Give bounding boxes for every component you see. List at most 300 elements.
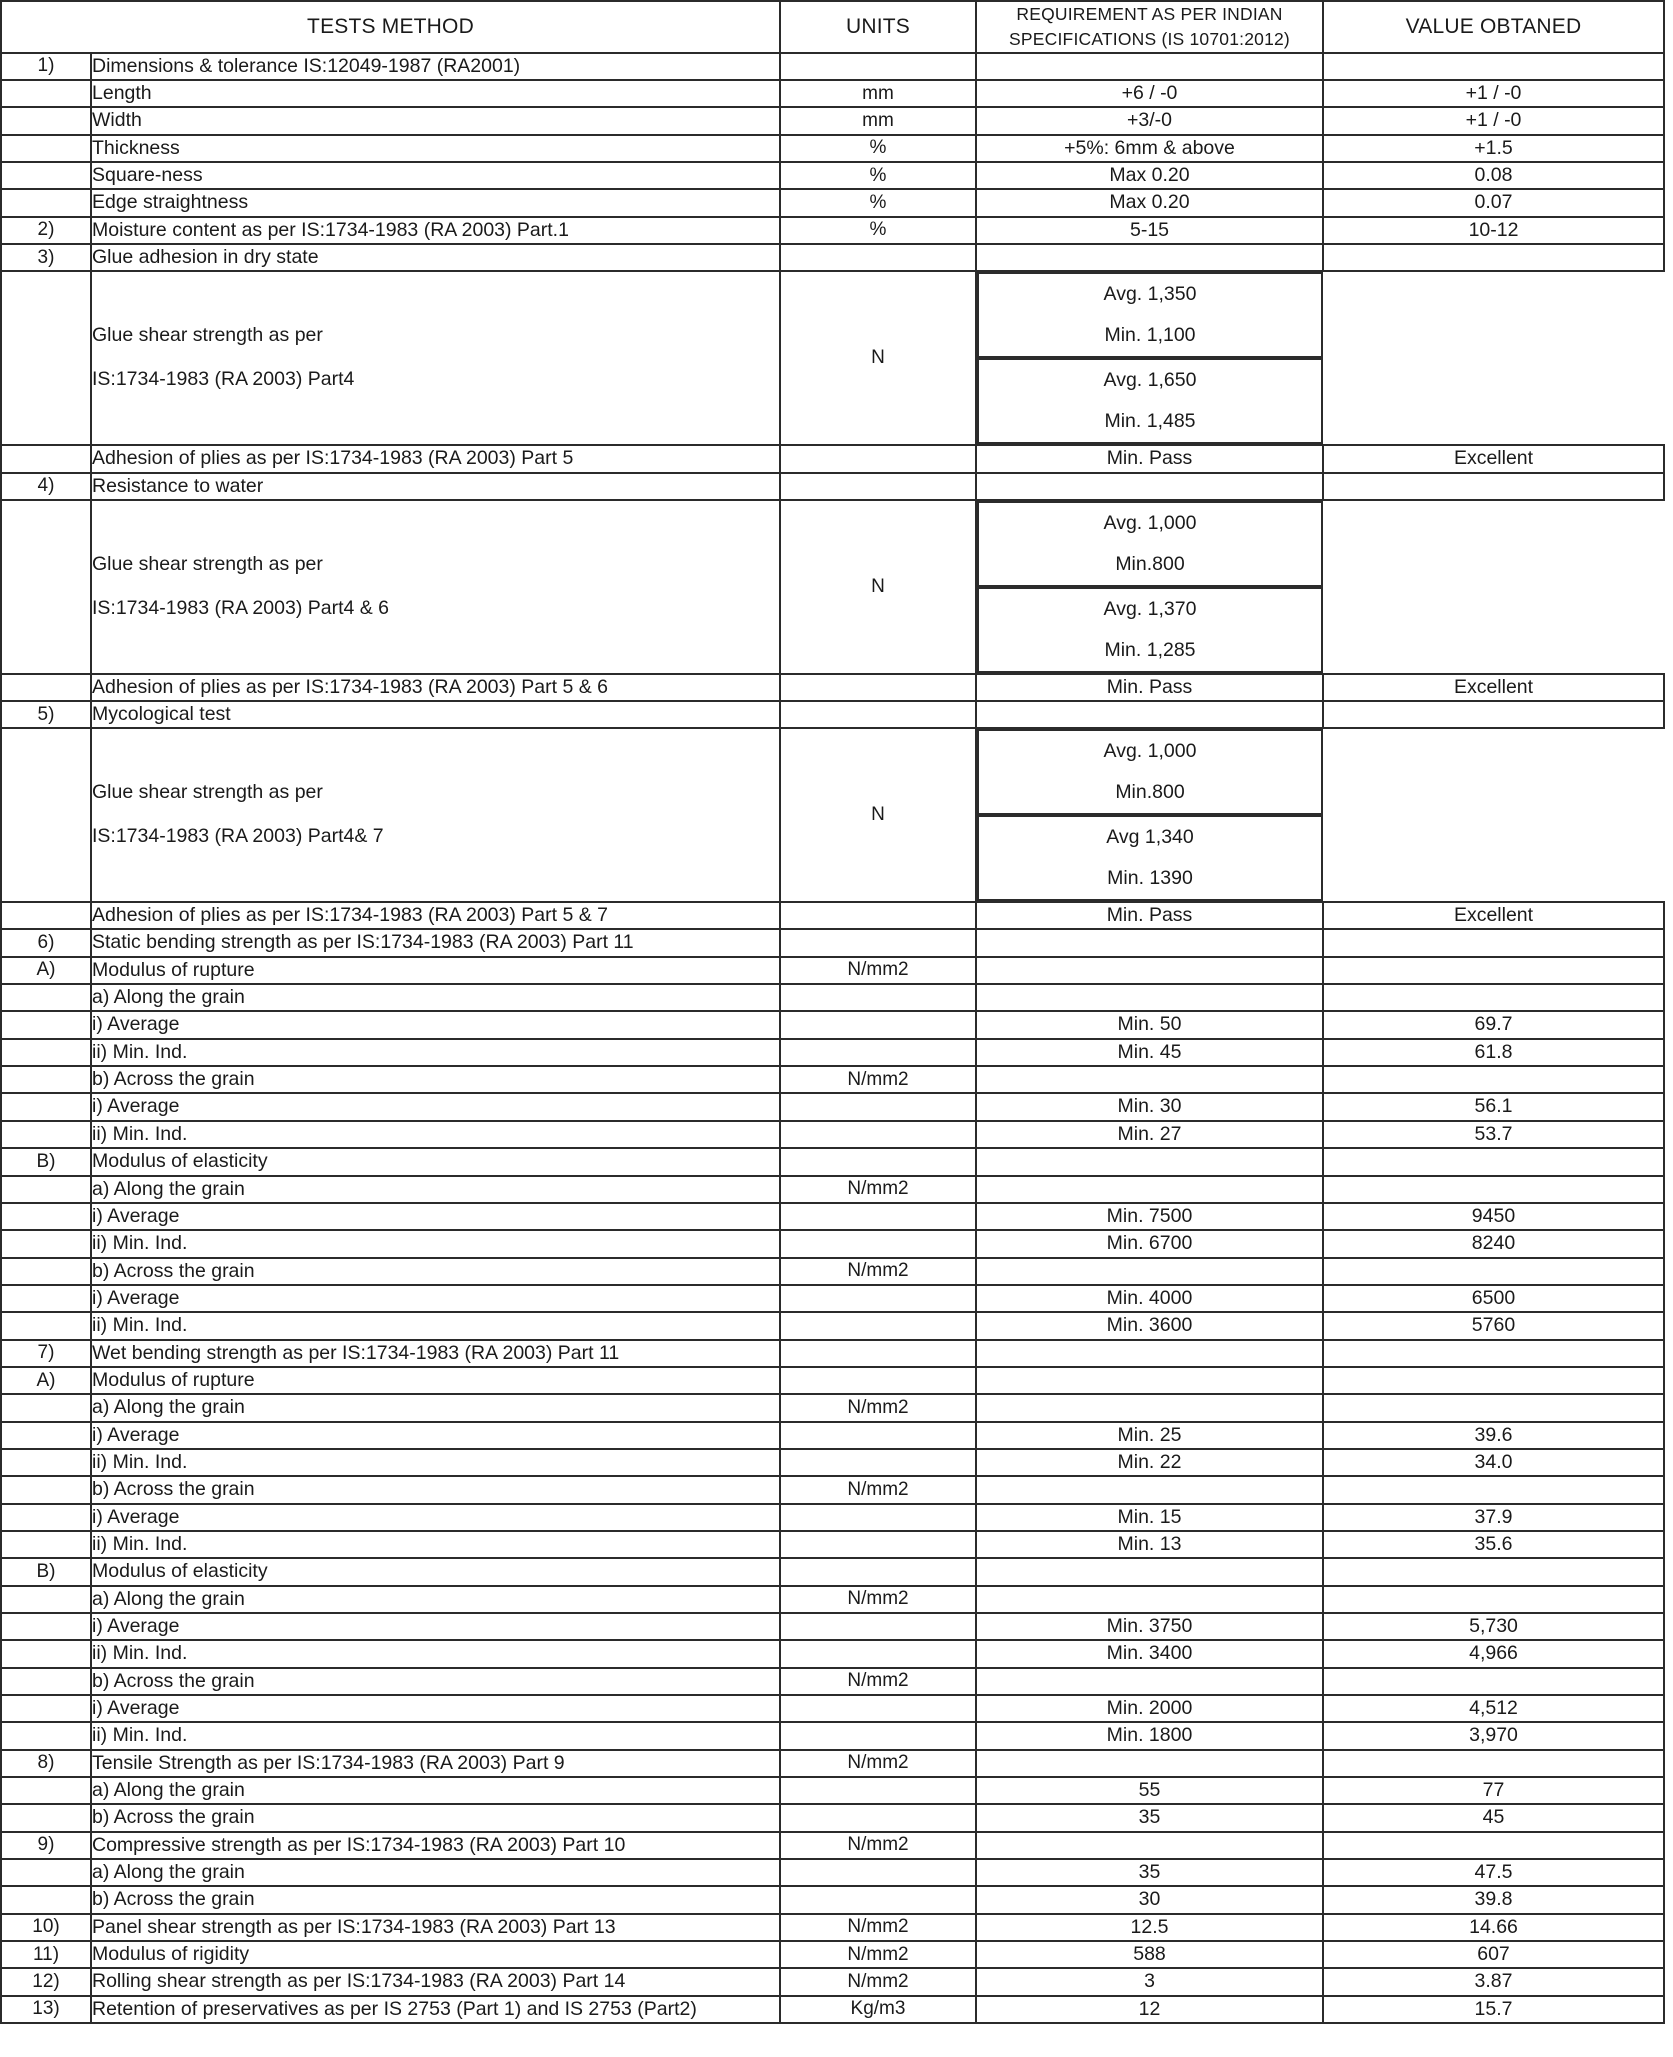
row-test-method-line2: IS:1734-1983 (RA 2003) Part4 & 6 (92, 596, 390, 619)
row-units (780, 1640, 976, 1667)
row-value-obtained (1323, 1066, 1664, 1093)
row-value-obtained (1323, 1586, 1664, 1613)
row-test-method: Retention of preservatives as per IS 2753 (Part 1) and IS 2753 (Part2) (91, 1996, 780, 2023)
row-test-method: Width (91, 107, 780, 134)
row-units (780, 1121, 976, 1148)
row-requirement (977, 272, 1323, 358)
row-test-method: Panel shear strength as per IS:1734-1983 (RA 2003) Part 13 (91, 1914, 780, 1941)
row-test-method: b) Across the grain (91, 1804, 780, 1831)
table-row (1, 445, 1664, 472)
row-value-line2: Min. 1,285 (1104, 638, 1196, 661)
table-row (1, 1476, 1664, 1503)
row-units (780, 1093, 976, 1120)
row-test-method-line2: IS:1734-1983 (RA 2003) Part4& 7 (92, 825, 384, 848)
row-units: N/mm2 (780, 1476, 976, 1503)
row-requirement: Min. 4000 (976, 1285, 1323, 1312)
row-requirement: 12.5 (976, 1914, 1323, 1941)
row-value-obtained (1323, 701, 1664, 728)
row-value-obtained (977, 587, 1323, 673)
row-index (1, 1613, 91, 1640)
row-units (780, 1695, 976, 1722)
row-requirement (976, 244, 1323, 271)
row-test-method-line2: IS:1734-1983 (RA 2003) Part4 (92, 368, 355, 391)
row-requirement (976, 1832, 1323, 1859)
row-test-method: ii) Min. Ind. (91, 1722, 780, 1749)
row-value-obtained: 4,966 (1323, 1640, 1664, 1667)
row-test-method: Compressive strength as per IS:1734-1983 (RA 2003) Part 10 (91, 1832, 780, 1859)
row-test-method: ii) Min. Ind. (91, 1230, 780, 1257)
row-index: 3) (1, 244, 91, 271)
row-units: N/mm2 (780, 957, 976, 984)
row-index (1, 1258, 91, 1285)
row-requirement: Min. Pass (976, 445, 1323, 472)
row-requirement-line2: Min.800 (1115, 552, 1185, 575)
row-index (1, 1230, 91, 1257)
row-test-method: i) Average (91, 1011, 780, 1038)
row-test-method: a) Along the grain (91, 1176, 780, 1203)
table-row (1, 189, 1664, 216)
row-requirement (976, 1340, 1323, 1367)
row-value-obtained: +1.5 (1323, 135, 1664, 162)
row-index: 13) (1, 1996, 91, 2023)
row-value-obtained (1323, 473, 1664, 500)
row-value-obtained: 607 (1323, 1941, 1664, 1968)
row-index (1, 1504, 91, 1531)
row-index (1, 162, 91, 189)
row-test-method-line1: Glue shear strength as per (92, 781, 323, 804)
row-units: N/mm2 (780, 1394, 976, 1421)
row-requirement: Min. 30 (976, 1093, 1323, 1120)
row-units (780, 1886, 976, 1913)
row-test-method: b) Across the grain (91, 1668, 780, 1695)
row-requirement (976, 1394, 1323, 1421)
row-requirement: 35 (976, 1804, 1323, 1831)
table-row (1, 1777, 1664, 1804)
row-test-method: Thickness (91, 135, 780, 162)
row-value-obtained: 0.08 (1323, 162, 1664, 189)
table-row (1, 1449, 1664, 1476)
row-index: 5) (1, 701, 91, 728)
row-index (1, 189, 91, 216)
row-units (780, 1230, 976, 1257)
row-index (1, 1777, 91, 1804)
table-row (1, 1039, 1664, 1066)
row-test-method: i) Average (91, 1203, 780, 1230)
row-index (1, 1640, 91, 1667)
row-units (780, 1504, 976, 1531)
table-row (1, 1230, 1664, 1257)
row-requirement-line2: Min. 1,100 (1104, 324, 1196, 347)
table-row (1, 1394, 1664, 1421)
row-value-obtained (1323, 1832, 1664, 1859)
table-row (1, 1367, 1664, 1394)
row-units: N (780, 728, 976, 902)
row-test-method-line1: Glue shear strength as per (92, 324, 323, 347)
row-index: 10) (1, 1914, 91, 1941)
row-test-method: Mycological test (91, 701, 780, 728)
row-test-method: ii) Min. Ind. (91, 1121, 780, 1148)
row-value-obtained: 9450 (1323, 1203, 1664, 1230)
row-index: 2) (1, 217, 91, 244)
row-requirement (977, 729, 1323, 815)
table-row (1, 1011, 1664, 1038)
table-row (1, 1996, 1664, 2023)
row-requirement (976, 1586, 1323, 1613)
row-units (780, 1531, 976, 1558)
row-index (1, 1312, 91, 1339)
row-value-obtained: 6500 (1323, 1285, 1664, 1312)
row-test-method: ii) Min. Ind. (91, 1039, 780, 1066)
row-test-method: Square-ness (91, 162, 780, 189)
row-requirement: +6 / -0 (976, 80, 1323, 107)
table-row (1, 1176, 1664, 1203)
row-test-method: b) Across the grain (91, 1258, 780, 1285)
row-value-obtained: 56.1 (1323, 1093, 1664, 1120)
row-units (780, 984, 976, 1011)
row-test-method: Modulus of rupture (91, 957, 780, 984)
table-row (1, 984, 1664, 1011)
row-requirement (976, 984, 1323, 1011)
row-test-method: a) Along the grain (91, 1394, 780, 1421)
row-units: N/mm2 (780, 1258, 976, 1285)
row-index (1, 1586, 91, 1613)
row-index (1, 135, 91, 162)
table-row (1, 701, 1664, 728)
table-row (1, 80, 1664, 107)
row-units (780, 1039, 976, 1066)
row-value-obtained (1323, 1258, 1664, 1285)
row-units: N/mm2 (780, 1176, 976, 1203)
row-requirement (976, 1148, 1323, 1175)
row-value-obtained (1323, 1367, 1664, 1394)
row-index (1, 984, 91, 1011)
row-test-method: Adhesion of plies as per IS:1734-1983 (RA 2003) Part 5 (91, 445, 780, 472)
row-test-method: Static bending strength as per IS:1734-1983 (RA 2003) Part 11 (91, 929, 780, 956)
row-test-method: Modulus of elasticity (91, 1148, 780, 1175)
row-test-method: ii) Min. Ind. (91, 1449, 780, 1476)
table-row (1, 107, 1664, 134)
row-index (1, 271, 91, 445)
table-row (1, 902, 1664, 929)
row-test-method (91, 728, 780, 902)
row-requirement (976, 1367, 1323, 1394)
row-requirement: 588 (976, 1941, 1323, 1968)
row-requirement: Min. 7500 (976, 1203, 1323, 1230)
row-requirement-line1: Avg. 1,000 (1103, 740, 1197, 763)
row-requirement: Max 0.20 (976, 162, 1323, 189)
row-units: N/mm2 (780, 1750, 976, 1777)
table-header (1, 1, 1664, 53)
row-index (1, 1531, 91, 1558)
row-value-obtained: 34.0 (1323, 1449, 1664, 1476)
table-row (1, 1203, 1664, 1230)
row-test-method: a) Along the grain (91, 1859, 780, 1886)
row-index (1, 445, 91, 472)
row-units: mm (780, 80, 976, 107)
row-requirement (976, 1176, 1323, 1203)
row-requirement: 35 (976, 1859, 1323, 1886)
row-requirement: Min. 13 (976, 1531, 1323, 1558)
row-test-method: Modulus of elasticity (91, 1558, 780, 1585)
row-requirement (976, 1558, 1323, 1585)
row-test-method: Adhesion of plies as per IS:1734-1983 (RA 2003) Part 5 & 6 (91, 674, 780, 701)
row-value-obtained: Excellent (1323, 674, 1664, 701)
row-test-method: ii) Min. Ind. (91, 1640, 780, 1667)
row-value-obtained (1323, 53, 1664, 80)
row-value-line1: Avg. 1,650 (1103, 369, 1197, 392)
row-requirement: Min. 22 (976, 1449, 1323, 1476)
row-units (780, 1148, 976, 1175)
table-row (1, 1285, 1664, 1312)
row-value-obtained: 3,970 (1323, 1722, 1664, 1749)
row-value-obtained: 14.66 (1323, 1914, 1664, 1941)
row-test-method: ii) Min. Ind. (91, 1531, 780, 1558)
row-units (780, 902, 976, 929)
row-requirement: Min. 1800 (976, 1722, 1323, 1749)
header-value-line1: VALUE (1405, 14, 1474, 38)
row-requirement: Min. 6700 (976, 1230, 1323, 1257)
row-index (1, 1394, 91, 1421)
row-index: 11) (1, 1941, 91, 1968)
row-test-method: a) Along the grain (91, 1586, 780, 1613)
row-index (1, 1722, 91, 1749)
row-index (1, 902, 91, 929)
row-index: B) (1, 1558, 91, 1585)
row-requirement-line2: Min.800 (1115, 781, 1185, 804)
row-test-method: Tensile Strength as per IS:1734-1983 (RA 2003) Part 9 (91, 1750, 780, 1777)
row-requirement-line1: Avg. 1,000 (1103, 511, 1197, 534)
row-requirement: Min. 15 (976, 1504, 1323, 1531)
row-test-method: Resistance to water (91, 473, 780, 500)
row-requirement (976, 473, 1323, 500)
row-requirement: +5%: 6mm & above (976, 135, 1323, 162)
row-requirement: Min. 25 (976, 1422, 1323, 1449)
row-value-obtained (1323, 929, 1664, 956)
row-test-method: a) Along the grain (91, 1777, 780, 1804)
table-row (1, 271, 1664, 445)
row-value-obtained (1323, 1668, 1664, 1695)
table-row (1, 1832, 1664, 1859)
row-test-method: ii) Min. Ind. (91, 1312, 780, 1339)
row-units (780, 53, 976, 80)
row-index (1, 1668, 91, 1695)
row-units (780, 701, 976, 728)
table-row (1, 957, 1664, 984)
row-requirement: Min. Pass (976, 902, 1323, 929)
header-row (1, 1, 1664, 53)
row-index: 7) (1, 1340, 91, 1367)
row-index (1, 1449, 91, 1476)
header-value-line2: OBTANED (1480, 14, 1582, 38)
row-index (1, 107, 91, 134)
row-test-method: Modulus of rupture (91, 1367, 780, 1394)
row-test-method-line1: Glue shear strength as per (92, 552, 323, 575)
table-row (1, 1121, 1664, 1148)
row-index: 9) (1, 1832, 91, 1859)
row-value-obtained: 0.07 (1323, 189, 1664, 216)
row-requirement: 55 (976, 1777, 1323, 1804)
row-units (780, 1613, 976, 1640)
row-requirement: Min. 3600 (976, 1312, 1323, 1339)
row-index (1, 1285, 91, 1312)
row-value-obtained: 8240 (1323, 1230, 1664, 1257)
row-value-obtained: 69.7 (1323, 1011, 1664, 1038)
table-row (1, 473, 1664, 500)
row-value-obtained (1323, 1148, 1664, 1175)
table-row (1, 1750, 1664, 1777)
row-units (780, 1340, 976, 1367)
row-test-method: Edge straightness (91, 189, 780, 216)
row-index: 4) (1, 473, 91, 500)
row-test-method: b) Across the grain (91, 1476, 780, 1503)
row-requirement: Min. Pass (976, 674, 1323, 701)
table-row (1, 1066, 1664, 1093)
row-value-obtained: Excellent (1323, 445, 1664, 472)
row-index (1, 1203, 91, 1230)
row-test-method: Dimensions & tolerance IS:12049-1987 (RA2001) (91, 53, 780, 80)
row-units (780, 1367, 976, 1394)
row-requirement (976, 1476, 1323, 1503)
row-index (1, 1176, 91, 1203)
row-requirement (976, 1750, 1323, 1777)
table-row (1, 929, 1664, 956)
header-requirement-line1: REQUIREMENT AS PER (1016, 4, 1218, 24)
table-row (1, 1613, 1664, 1640)
row-test-method: Adhesion of plies as per IS:1734-1983 (RA 2003) Part 5 & 7 (91, 902, 780, 929)
row-units (780, 1422, 976, 1449)
row-index: 8) (1, 1750, 91, 1777)
row-index (1, 728, 91, 902)
header-requirement-line2: INDIAN SPECIFICATIONS (1009, 4, 1283, 49)
row-value-line2: Min. 1,485 (1104, 410, 1196, 433)
row-units (780, 929, 976, 956)
table-row (1, 1312, 1664, 1339)
table-row (1, 1859, 1664, 1886)
row-requirement-line1: Avg. 1,350 (1103, 283, 1197, 306)
row-value-obtained (977, 815, 1323, 901)
row-index (1, 1476, 91, 1503)
row-index (1, 1422, 91, 1449)
row-requirement: +3/-0 (976, 107, 1323, 134)
table-row (1, 1968, 1664, 1995)
row-requirement: 5-15 (976, 217, 1323, 244)
row-value-obtained (1323, 1476, 1664, 1503)
row-value-obtained: 45 (1323, 1804, 1664, 1831)
row-units: N/mm2 (780, 1066, 976, 1093)
row-units: N/mm2 (780, 1668, 976, 1695)
header-tests-method: TESTS METHOD (1, 1, 780, 53)
row-value-obtained: 53.7 (1323, 1121, 1664, 1148)
row-units (780, 674, 976, 701)
row-index (1, 1039, 91, 1066)
table-row (1, 1422, 1664, 1449)
row-test-method: Modulus of rigidity (91, 1941, 780, 1968)
row-index: B) (1, 1148, 91, 1175)
row-value-line1: Avg. 1,370 (1103, 597, 1197, 620)
table-row (1, 1914, 1664, 1941)
table-row (1, 728, 1664, 902)
row-units: Kg/m3 (780, 1996, 976, 2023)
row-requirement: Min. 2000 (976, 1695, 1323, 1722)
row-requirement (976, 701, 1323, 728)
row-requirement: 12 (976, 1996, 1323, 2023)
table-row (1, 217, 1664, 244)
row-value-line2: Min. 1390 (1107, 867, 1193, 890)
row-value-obtained: 37.9 (1323, 1504, 1664, 1531)
row-value-obtained (1323, 957, 1664, 984)
header-units: UNITS (780, 1, 976, 53)
table-row (1, 162, 1664, 189)
header-value-obtained (1323, 1, 1664, 53)
row-requirement (976, 1258, 1323, 1285)
table-row (1, 674, 1664, 701)
row-index (1, 1886, 91, 1913)
row-requirement: Max 0.20 (976, 189, 1323, 216)
row-units: N/mm2 (780, 1914, 976, 1941)
row-test-method: Rolling shear strength as per IS:1734-1983 (RA 2003) Part 14 (91, 1968, 780, 1995)
row-index: 1) (1, 53, 91, 80)
row-value-obtained: 10-12 (1323, 217, 1664, 244)
row-value-obtained: 39.6 (1323, 1422, 1664, 1449)
row-test-method: i) Average (91, 1093, 780, 1120)
row-units (780, 1558, 976, 1585)
row-units (780, 1011, 976, 1038)
row-value-obtained (1323, 1750, 1664, 1777)
row-value-obtained: 61.8 (1323, 1039, 1664, 1066)
row-units: % (780, 189, 976, 216)
row-requirement (976, 53, 1323, 80)
table-row (1, 1640, 1664, 1667)
table-row (1, 244, 1664, 271)
row-requirement: Min. 3750 (976, 1613, 1323, 1640)
row-value-obtained: Excellent (1323, 902, 1664, 929)
row-units (780, 1777, 976, 1804)
row-value-obtained (1323, 1558, 1664, 1585)
row-requirement (977, 501, 1323, 587)
row-value-obtained: 77 (1323, 1777, 1664, 1804)
row-test-method: Wet bending strength as per IS:1734-1983 (RA 2003) Part 11 (91, 1340, 780, 1367)
table-row (1, 1148, 1664, 1175)
table-row (1, 1340, 1664, 1367)
row-index (1, 1011, 91, 1038)
row-requirement: Min. 50 (976, 1011, 1323, 1038)
row-index (1, 674, 91, 701)
header-requirement-line3: (IS 10701:2012) (1161, 28, 1290, 49)
row-index (1, 1066, 91, 1093)
row-test-method: Length (91, 80, 780, 107)
table-row (1, 1722, 1664, 1749)
header-requirement (976, 1, 1323, 53)
row-index (1, 80, 91, 107)
row-value-obtained (1323, 1394, 1664, 1421)
row-requirement (976, 957, 1323, 984)
table-row (1, 1258, 1664, 1285)
row-units: % (780, 217, 976, 244)
row-test-method (91, 271, 780, 445)
row-units (780, 1804, 976, 1831)
row-units: mm (780, 107, 976, 134)
table-row (1, 1093, 1664, 1120)
table-row (1, 135, 1664, 162)
row-units: N/mm2 (780, 1968, 976, 1995)
row-units: N/mm2 (780, 1941, 976, 1968)
row-requirement: Min. 3400 (976, 1640, 1323, 1667)
row-test-method: i) Average (91, 1613, 780, 1640)
row-index (1, 1093, 91, 1120)
row-units: N/mm2 (780, 1586, 976, 1613)
row-requirement: 3 (976, 1968, 1323, 1995)
row-units: N/mm2 (780, 1832, 976, 1859)
